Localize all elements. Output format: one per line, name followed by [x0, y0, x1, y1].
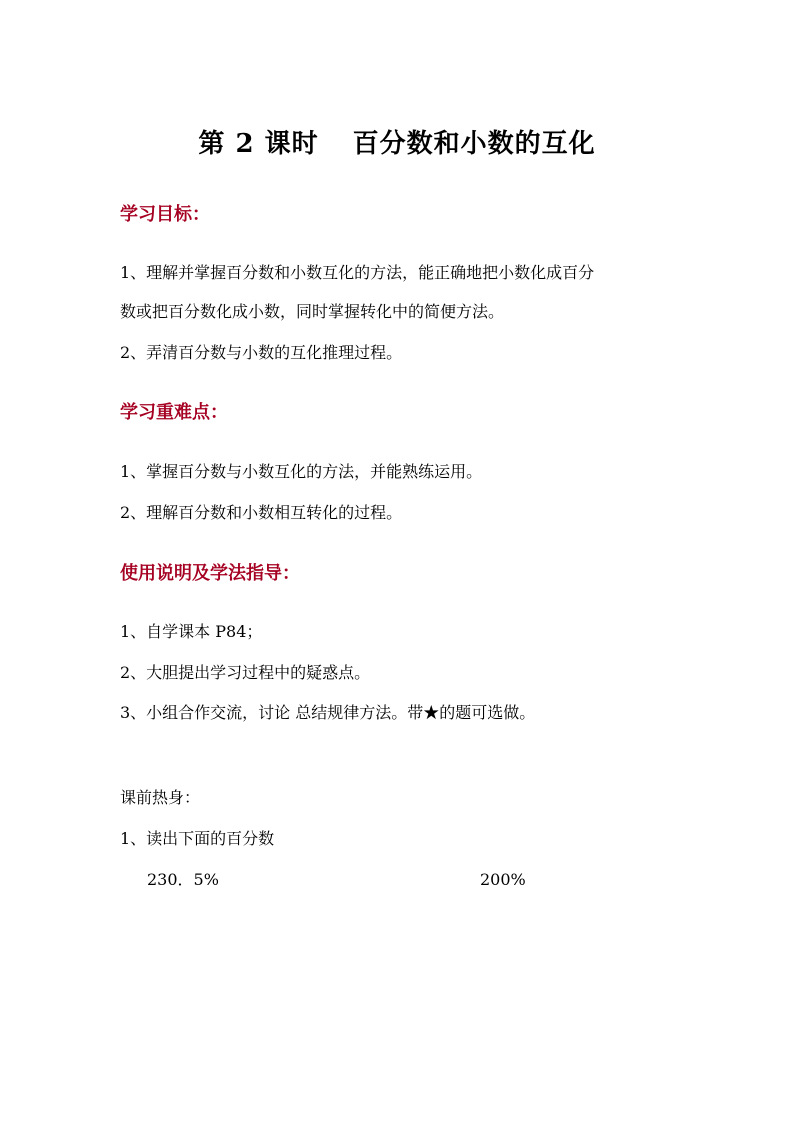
instruction-line: 1、自学课本 P84； [120, 622, 263, 641]
warmup-task: 1、读出下面的百分数 [120, 829, 275, 848]
key-points-heading: 学习重难点： [120, 402, 228, 423]
objectives-heading: 学习目标： [120, 204, 210, 225]
objective-line: 2、弄清百分数与小数的互化推理过程。 [120, 343, 403, 362]
lesson-topic: 百分数和小数的互化 [352, 129, 596, 159]
objective-line: 1、理解并掌握百分数和小数互化的方法，能正确地把小数化成百分 [120, 263, 595, 282]
percent-value: 230．5% [147, 870, 219, 889]
instruction-line: 3、小组合作交流，讨论 总结规律方法。带★的题可选做。 [120, 703, 536, 722]
key-point-line: 1、掌握百分数与小数互化的方法，并能熟练运用。 [120, 462, 483, 481]
instruction-line: 2、大胆提出学习过程中的疑惑点。 [120, 663, 371, 682]
key-point-line: 2、理解百分数和小数相互转化的过程。 [120, 503, 403, 522]
page-title [0, 124, 794, 164]
lesson-number: 第 2 课时 [198, 129, 319, 159]
instructions-heading: 使用说明及学法指导： [120, 563, 300, 584]
objective-line: 数或把百分数化成小数，同时掌握转化中的简便方法。 [120, 302, 505, 321]
warmup-heading: 课前热身： [120, 788, 201, 807]
percent-value: 200% [480, 870, 526, 889]
